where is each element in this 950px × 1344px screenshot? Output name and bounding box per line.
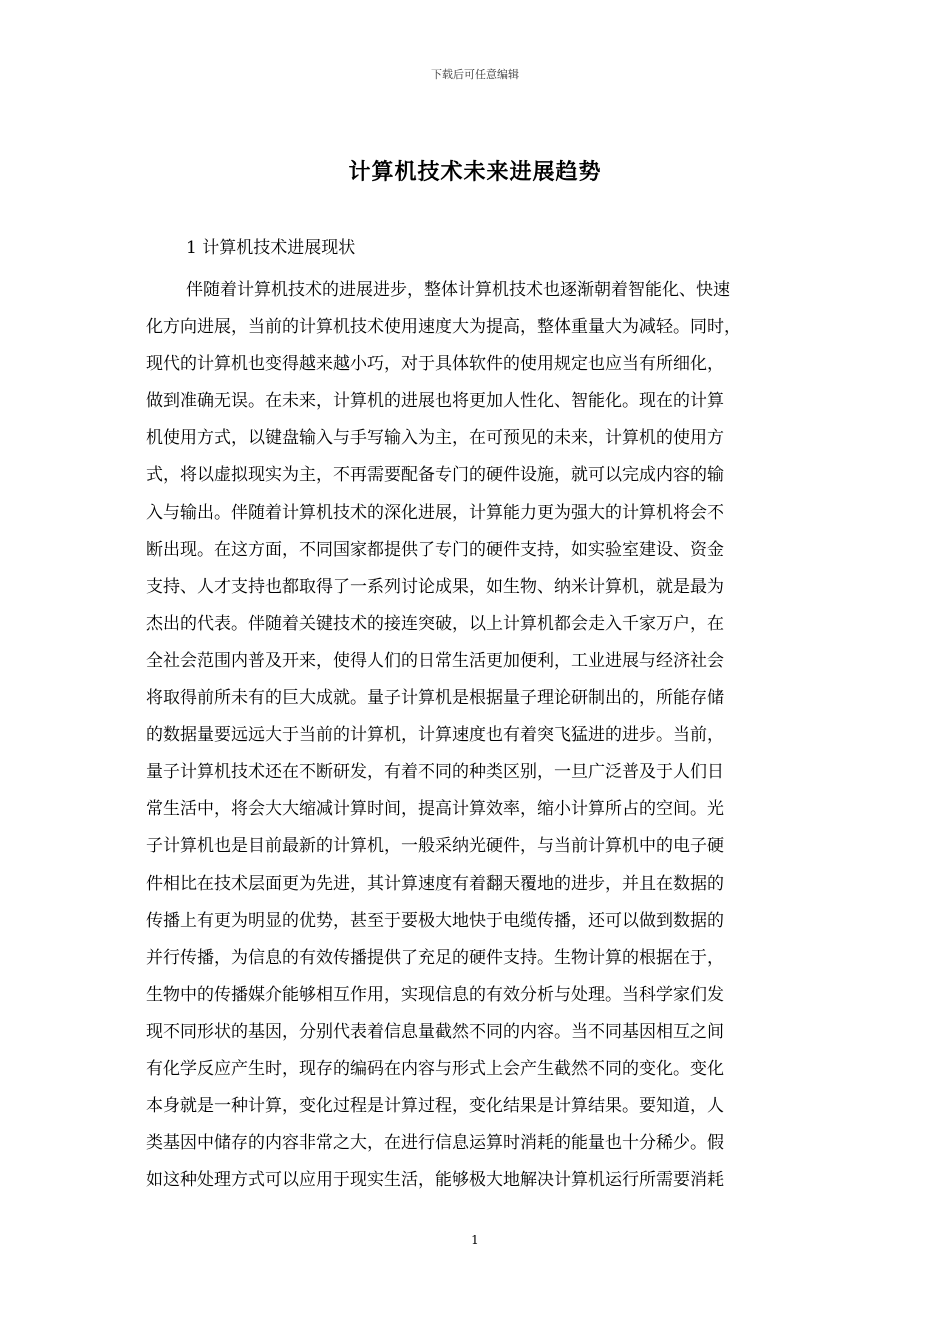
section-heading: 1 计算机技术进展现状 — [186, 238, 356, 258]
paragraph-line: 将取得前所未有的巨大成就。量子计算机是根据量子理论研制出的，所能存储 — [146, 688, 724, 709]
document-title: 计算机技术未来进展趋势 — [348, 160, 602, 185]
paragraph-line: 化方向进展，当前的计算机技术使用速度大为提高，整体重量大为减轻。同时， — [146, 317, 741, 338]
paragraph-line: 本身就是一种计算，变化过程是计算过程，变化结果是计算结果。要知道，人 — [146, 1096, 724, 1117]
paragraph-line: 并行传播，为信息的有效传播提供了充足的硬件支持。生物计算的根据在于， — [146, 947, 724, 968]
paragraph-line: 子计算机也是目前最新的计算机，一般采纳光硬件，与当前计算机中的电子硬 — [146, 836, 724, 857]
paragraph-line: 件相比在技术层面更为先进，其计算速度有着翻天覆地的进步，并且在数据的 — [146, 873, 724, 894]
paragraph-line: 断出现。在这方面，不同国家都提供了专门的硬件支持，如实验室建设、资金 — [146, 539, 724, 560]
paragraph-line: 式，将以虚拟现实为主，不再需要配备专门的硬件设施，就可以完成内容的输 — [146, 465, 724, 486]
paragraph-line: 现不同形状的基因，分别代表着信息量截然不同的内容。当不同基因相互之间 — [146, 1021, 724, 1042]
page-header: 下载后可任意编辑 — [431, 68, 519, 81]
paragraph-line: 全社会范围内普及开来，使得人们的日常生活更加便利，工业进展与经济社会 — [146, 650, 724, 671]
paragraph-line: 生物中的传播媒介能够相互作用，实现信息的有效分析与处理。当科学家们发 — [146, 984, 724, 1005]
paragraph-line: 如这种处理方式可以应用于现实生活，能够极大地解决计算机运行所需要消耗 — [146, 1170, 724, 1191]
paragraph-line: 伴随着计算机技术的进展进步，整体计算机技术也逐渐朝着智能化、快速 — [186, 280, 730, 300]
paragraph-line: 杰出的代表。伴随着关键技术的接连突破，以上计算机都会走入千家万户，在 — [146, 613, 724, 634]
paragraph-line: 传播上有更为明显的优势，甚至于要极大地快于电缆传播，还可以做到数据的 — [146, 910, 724, 931]
paragraph-line: 入与输出。伴随着计算机技术的深化进展，计算能力更为强大的计算机将会不 — [146, 502, 724, 523]
paragraph-line: 常生活中，将会大大缩减计算时间，提高计算效率，缩小计算所占的空间。光 — [146, 799, 724, 820]
paragraph-line: 有化学反应产生时，现存的编码在内容与形式上会产生截然不同的变化。变化 — [146, 1058, 724, 1079]
paragraph-line: 做到准确无误。在未来，计算机的进展也将更加人性化、智能化。现在的计算 — [146, 391, 724, 412]
paragraph-line: 量子计算机技术还在不断研发，有着不同的种类区别，一旦广泛普及于人们日 — [146, 762, 724, 783]
page-number: 1 — [471, 1233, 479, 1247]
body-paragraph — [146, 272, 804, 1199]
paragraph-line: 的数据量要远远大于当前的计算机，计算速度也有着突飞猛进的进步。当前， — [146, 725, 724, 746]
paragraph-line: 支持、人才支持也都取得了一系列讨论成果，如生物、纳米计算机，就是最为 — [146, 576, 724, 597]
paragraph-line: 现代的计算机也变得越来越小巧，对于具体软件的使用规定也应当有所细化， — [146, 354, 724, 375]
paragraph-line: 类基因中储存的内容非常之大，在进行信息运算时消耗的能量也十分稀少。假 — [146, 1133, 724, 1154]
paragraph-line: 机使用方式，以键盘输入与手写输入为主，在可预见的未来，计算机的使用方 — [146, 428, 724, 449]
